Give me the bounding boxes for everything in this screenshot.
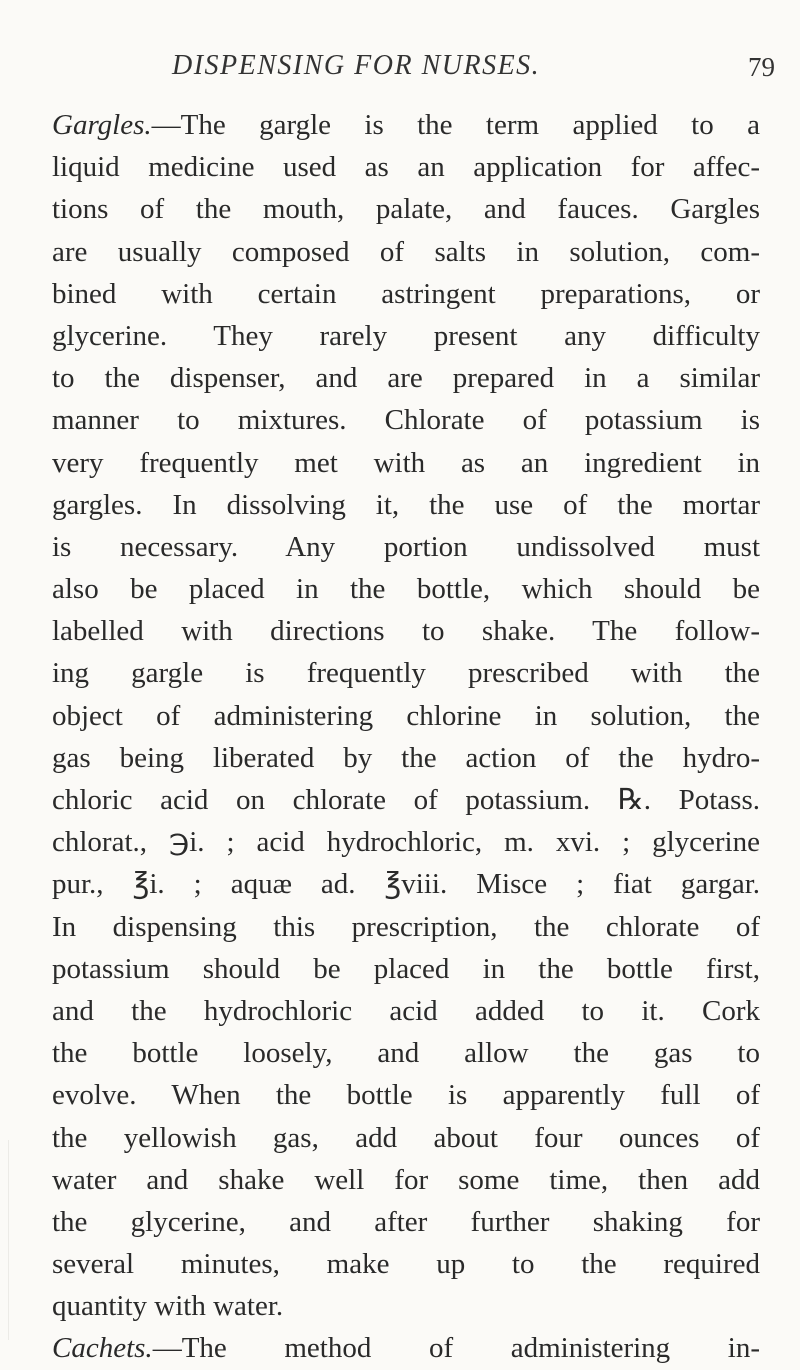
section-lead-in: Cachets. <box>52 1332 153 1365</box>
text-line: also be placed in the bottle, which should be <box>52 573 760 606</box>
text-line: evolve. When the bottle is apparently full of <box>52 1079 760 1112</box>
text-line: potassium should be placed in the bottle first, <box>52 952 760 985</box>
text-line: and the hydrochloric acid added to it. Cork <box>52 994 760 1027</box>
text-line: labelled with directions to shake. The follow- <box>52 615 760 648</box>
text-line: bined with certain astringent preparations, or <box>52 277 760 310</box>
text-line: very frequently met with as an ingredient in <box>52 446 760 479</box>
body-text <box>52 104 760 1370</box>
text-line: Cachets.—The method of administering in- <box>52 1332 760 1365</box>
text-line: quantity with water. <box>52 1290 284 1323</box>
page-edge-shadow <box>8 1140 9 1340</box>
text-line: chloric acid on chlorate of potassium. ℞. Potass. <box>52 784 760 816</box>
text-line: object of administering chlorine in solution, the <box>52 699 760 732</box>
text-line: In dispensing this prescription, the chlorate of <box>52 910 760 943</box>
text-line: ing gargle is frequently prescribed with the <box>52 657 760 690</box>
text-line: chlorat., ℈i. ; acid hydrochloric, m. xvi. ; glycerine <box>52 826 760 859</box>
page-number: 79 <box>748 52 775 82</box>
text-line: are usually composed of salts in solution, com- <box>52 235 760 268</box>
text-line: liquid medicine used as an application for affec- <box>52 151 760 184</box>
text-line: several minutes, make up to the required <box>52 1248 760 1281</box>
text-line: gargles. In dissolving it, the use of the mortar <box>52 488 760 521</box>
text-line: the bottle loosely, and allow the gas to <box>52 1037 760 1070</box>
section-lead-in: Gargles. <box>52 109 152 141</box>
running-title: DISPENSING FOR NURSES. <box>172 50 541 81</box>
text-line: manner to mixtures. Chlorate of potassium is <box>52 404 760 437</box>
text-line: water and shake well for some time, then add <box>52 1163 760 1196</box>
text-line: to the dispenser, and are prepared in a similar <box>52 362 760 395</box>
text-line: the glycerine, and after further shaking for <box>52 1205 760 1238</box>
text-line: glycerine. They rarely present any difficulty <box>52 319 760 352</box>
text-line: gas being liberated by the action of the hydro- <box>52 741 760 774</box>
text-line: is necessary. Any portion undissolved must <box>52 530 760 563</box>
text-line: the yellowish gas, add about four ounces of <box>52 1121 760 1154</box>
text-line: tions of the mouth, palate, and fauces. Gargles <box>52 193 760 226</box>
text-line: Gargles.—The gargle is the term applied to a <box>52 109 760 141</box>
running-head <box>0 50 800 90</box>
text-line: pur., ℥i. ; aquæ ad. ℥viii. Misce ; fiat gargar. <box>52 868 760 901</box>
